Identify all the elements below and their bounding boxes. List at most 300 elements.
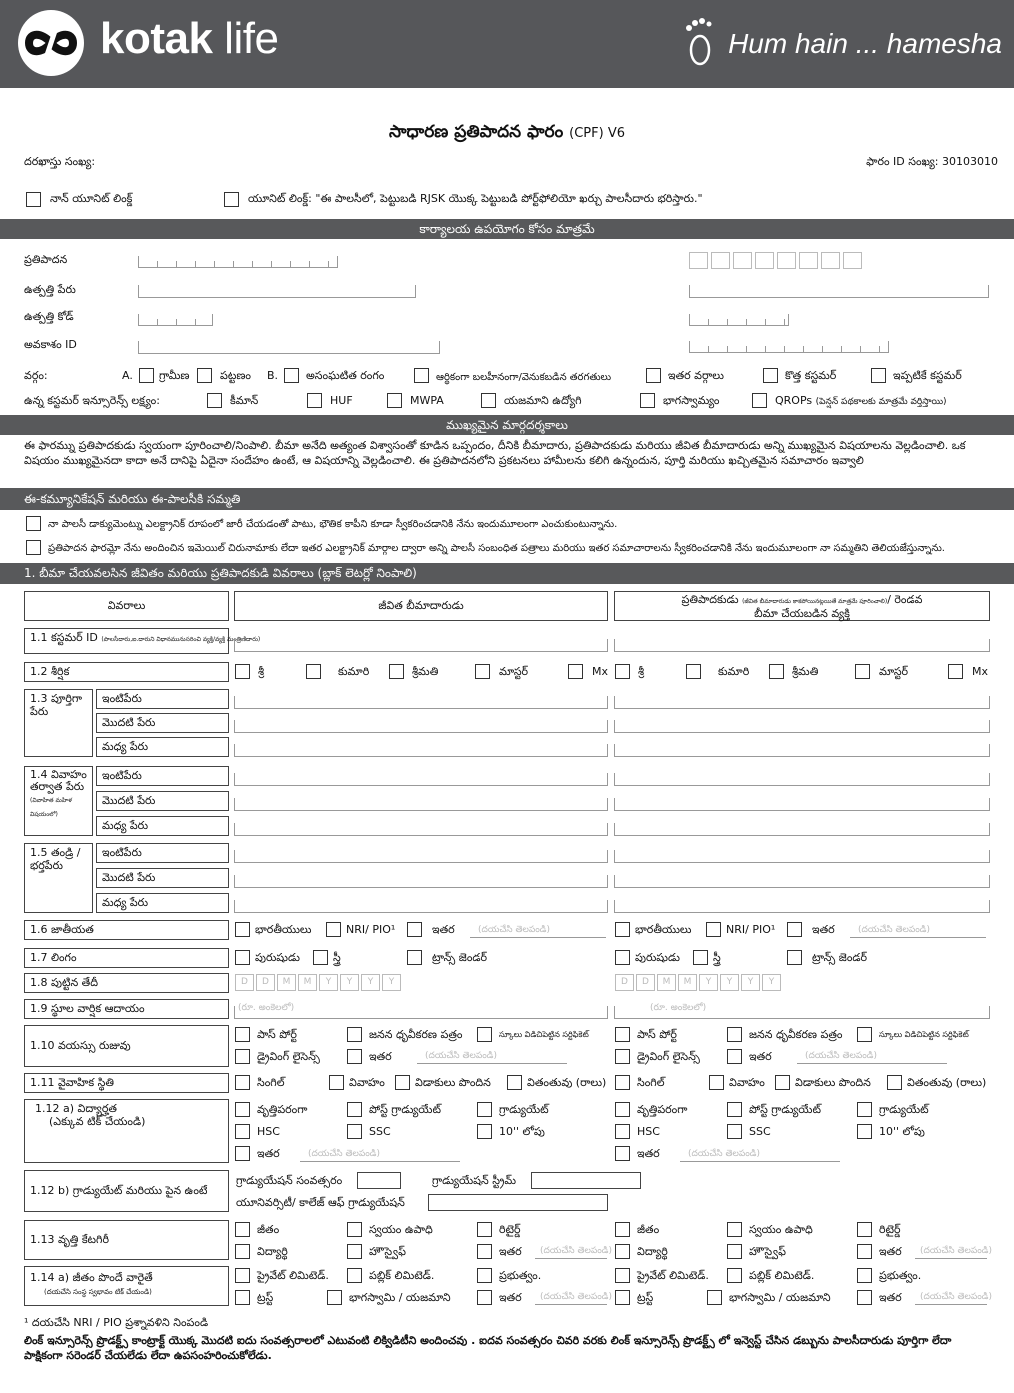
below10-label-la: 10'' లోపు — [499, 1125, 545, 1138]
occ-other-label-pr: ఇతర — [879, 1245, 902, 1258]
new-customer-checkbox[interactable] — [763, 368, 778, 383]
sri-label-pr: శ్రీ — [638, 665, 645, 678]
office-code-cell[interactable] — [733, 252, 752, 269]
retired-checkbox-pr[interactable] — [857, 1222, 872, 1237]
row-title-label: 1.2 శీర్షిక — [24, 662, 229, 682]
salaried-checkbox-la[interactable] — [235, 1222, 250, 1237]
pvt-ltd-checkbox-pr[interactable] — [615, 1268, 630, 1283]
school-leaving-checkbox-pr[interactable] — [857, 1027, 872, 1042]
occ-other-checkbox-la[interactable] — [477, 1244, 492, 1259]
office-code-cell[interactable] — [755, 252, 774, 269]
transgender-label-pr: ట్రాన్స్ జెండర్ — [812, 951, 868, 964]
dob-cell-la[interactable] — [382, 974, 401, 991]
father-surname-input-pr[interactable] — [614, 850, 990, 863]
govt-label-pr: ప్రభుత్వం. — [879, 1269, 922, 1282]
category-a-label: A. — [122, 369, 133, 382]
row-nationality-label: 1.6 జాతీయత — [24, 920, 229, 940]
grad-year-label: గ్రాడ్యుయేషన్ సంవత్సరం — [236, 1174, 343, 1187]
student-checkbox-la[interactable] — [235, 1244, 250, 1259]
father-first-name-input-la[interactable] — [234, 875, 608, 888]
housewife-checkbox-la[interactable] — [347, 1244, 362, 1259]
driving-license-checkbox-la[interactable] — [235, 1049, 250, 1064]
father-middle-name-label: మధ్య పేరు — [96, 893, 229, 913]
surname-input-pr[interactable] — [614, 696, 990, 709]
father-first-name-label: మొదటి పేరు — [96, 868, 229, 888]
retired-checkbox-la[interactable] — [477, 1222, 492, 1237]
new-customer-label: కొత్త కస్టమర్ — [785, 369, 837, 382]
surname-label: ఇంటిపేరు — [96, 689, 229, 709]
category-b-label: B. — [267, 369, 279, 382]
partner-prop-label-pr: భాగస్వామి / యజమాని — [729, 1291, 831, 1304]
edu-other-checkbox-la[interactable] — [235, 1146, 250, 1161]
ssc-checkbox-la[interactable] — [347, 1124, 362, 1139]
other-classes-label: ఇతర వర్గాలు — [668, 369, 724, 382]
row-dob-label: 1.8 పుట్టిన తేదీ — [24, 973, 229, 993]
father-surname-input-la[interactable] — [234, 850, 608, 863]
dob-cell-la[interactable] — [319, 974, 338, 991]
passport-checkbox-la[interactable] — [235, 1027, 250, 1042]
row-org-type-label: 1.14 a) జీతం పొందే వారైతే (దయచేసి సంస్థ స్వభావం టిక్ చేయండి) — [24, 1266, 229, 1306]
post-grad-checkbox-pr[interactable] — [727, 1102, 742, 1117]
nri-note: ¹ దయచేసి NRI / PIO ప్రశ్నావళిని నింపండి — [24, 1316, 209, 1329]
partnership-checkbox[interactable] — [640, 393, 655, 408]
urban-checkbox[interactable] — [197, 368, 212, 383]
opportunity-id-input-2[interactable] — [689, 341, 889, 353]
professional-label-pr: వృత్తిపరంగా — [637, 1103, 688, 1116]
transgender-checkbox-pr[interactable] — [787, 950, 802, 965]
dob-cell-pr[interactable] — [657, 974, 676, 991]
grad-stream-input[interactable] — [531, 1172, 641, 1189]
indian-checkbox-pr[interactable] — [615, 922, 630, 937]
pvt-ltd-checkbox-la[interactable] — [235, 1268, 250, 1283]
passport-label-la: పాస్ పోర్ట్ — [257, 1028, 297, 1041]
dob-cell-hint: Y — [325, 977, 332, 987]
nat-other-label-pr: ఇతర — [812, 923, 835, 936]
kumari-checkbox-pr[interactable] — [686, 664, 701, 679]
non-unit-linked-checkbox[interactable] — [26, 192, 41, 207]
employer-employee-checkbox[interactable] — [481, 393, 496, 408]
dob-cell-la[interactable] — [256, 974, 275, 991]
economic-weak-checkbox[interactable] — [414, 368, 429, 383]
category-label: వర్గం: — [24, 369, 48, 382]
single-checkbox-pr[interactable] — [615, 1075, 630, 1090]
age-other-checkbox-pr[interactable] — [727, 1049, 742, 1064]
single-label-la: సింగిల్ — [257, 1076, 285, 1089]
col-life-assured-header: జీవిత బీమాదారుడు — [234, 591, 608, 621]
proposal-label: ప్రతిపాదన — [24, 253, 68, 266]
dob-cell-hint: D — [241, 977, 248, 987]
married-middle-name-label: మధ్య పేరు — [96, 816, 229, 836]
male-label-la: పురుషుడు — [255, 951, 300, 964]
widowed-label-pr: వితంతువు (రాలు) — [907, 1076, 987, 1089]
father-surname-label: ఇంటిపేరు — [96, 843, 229, 863]
org-other-checkbox-la[interactable] — [477, 1290, 492, 1305]
married-checkbox-la[interactable] — [329, 1075, 344, 1090]
married-middle-name-input-la[interactable] — [234, 823, 608, 836]
master-label-pr: మాస్టర్ — [879, 665, 909, 678]
insurance-purpose-label: ఉన్న కస్టమర్ ఇన్సూరెన్స్ లక్ష్యం: — [24, 394, 160, 407]
product-name-input[interactable] — [138, 285, 416, 298]
govt-checkbox-la[interactable] — [477, 1268, 492, 1283]
econsent-text: ప్రతిపాదన ఫారమ్లో నేను అందించిన ఇమెయిల్ చిరునామాకు లేదా ఇతర ఎలక్ట్రానిక్ మార్గాల ద్వారా అన్ని పాలసీ సంబంధిత పత్రాలు మరియు ఇతర సమాచారాలను స్వీకరించడానికి నేను ఇందుమూలంగా నా సమ్మతిని తెలియజేస్తున్నాను. — [48, 543, 945, 554]
indian-checkbox-la[interactable] — [235, 922, 250, 937]
existing-customer-checkbox[interactable] — [871, 368, 886, 383]
indian-label-pr: భారతీయులు — [635, 923, 692, 936]
salaried-checkbox-pr[interactable] — [615, 1222, 630, 1237]
dob-cell-hint: D — [262, 977, 269, 987]
office-code-cell[interactable] — [843, 252, 862, 269]
dob-cell-hint: Y — [367, 977, 374, 987]
pvt-ltd-label-pr: ప్రైవేట్ లిమిటెడ్. — [637, 1269, 709, 1282]
econsent-checkbox[interactable] — [26, 540, 41, 555]
ssc-label-pr: SSC — [749, 1125, 771, 1138]
grad-year-input[interactable] — [357, 1172, 401, 1189]
urban-label: పట్టణం — [220, 369, 251, 382]
row-gender-label: 1.7 లింగం — [24, 948, 229, 968]
middle-name-input-pr[interactable] — [614, 744, 990, 757]
married-surname-input-la[interactable] — [234, 773, 608, 786]
married-first-name-input-pr[interactable] — [614, 798, 990, 811]
page-header — [0, 0, 1014, 88]
dob-cell-pr[interactable] — [720, 974, 739, 991]
srimati-checkbox-pr[interactable] — [769, 664, 784, 679]
office-code-cell[interactable] — [821, 252, 840, 269]
row-graduate-label: 1.12 b) గ్రాడ్యుయేట్ మరియు పైన ఉంటే — [24, 1170, 229, 1212]
female-label-la: స్త్రీ — [333, 951, 341, 964]
married-first-name-input-la[interactable] — [234, 798, 608, 811]
kumari-checkbox-la[interactable] — [306, 664, 321, 679]
mx-checkbox-pr[interactable] — [948, 664, 963, 679]
student-checkbox-pr[interactable] — [615, 1244, 630, 1259]
school-leaving-checkbox-la[interactable] — [477, 1027, 492, 1042]
kotak-logo-icon — [12, 8, 90, 78]
married-label-la: వివాహం — [349, 1076, 385, 1089]
ulip-disclaimer: లింక్ ఇన్సూరెన్స్ ప్రొడక్ట్స్ కాంట్రాక్ట్ యొక్క మొదటి ఐదు సంవత్సరాలలో ఎటువంటి లిక్విడిటీని అందించవు . ఐదవ సంవత్సరం చివరి వరకు లింక్ ఇన్సూరెన్స్ ప్రొడక్ట్స్ లో ఇన్వెస్ట్ చేసిన డబ్బును పాలసీదారుడు పూర్తిగా లేదా పాక్షికంగా సరెండర్ చేయలేడు లేదా ఉపసంహరించుకోలేడు. — [24, 1334, 952, 1362]
srimati-label-pr: శ్రీమతి — [792, 665, 819, 678]
sri-checkbox-la[interactable] — [235, 664, 250, 679]
birth-cert-checkbox-la[interactable] — [347, 1027, 362, 1042]
nat-other-hint-pr: (దయచేసి తెలపండి) — [858, 925, 930, 935]
father-middle-name-input-pr[interactable] — [614, 900, 990, 913]
married-label-pr: వివాహం — [729, 1076, 765, 1089]
row-father-name-label: 1.5 తండ్రి /భర్తపేరు — [24, 843, 93, 913]
dob-cell-la[interactable] — [277, 974, 296, 991]
salaried-label-la: జీతం — [257, 1223, 280, 1236]
post-grad-label-pr: పోస్ట్ గ్రాడ్యుయేట్ — [749, 1103, 821, 1116]
professional-checkbox-la[interactable] — [235, 1102, 250, 1117]
hsc-checkbox-la[interactable] — [235, 1124, 250, 1139]
married-surname-input-pr[interactable] — [614, 773, 990, 786]
passport-checkbox-pr[interactable] — [615, 1027, 630, 1042]
student-label-la: విద్యార్థి — [257, 1245, 288, 1258]
nri-checkbox-pr[interactable] — [706, 922, 721, 937]
nri-checkbox-la[interactable] — [326, 922, 341, 937]
nri-label-pr: NRI/ PIO¹ — [726, 923, 776, 936]
female-label-pr: స్త్రీ — [713, 951, 721, 964]
female-checkbox-pr[interactable] — [693, 950, 708, 965]
org-other-hint-pr: (దయచేసి తెలపండి) — [920, 1292, 992, 1302]
product-name-input-2[interactable] — [689, 285, 989, 298]
brand-name: kotak life — [100, 14, 279, 63]
srimati-checkbox-la[interactable] — [389, 664, 404, 679]
huf-label: HUF — [330, 394, 353, 407]
row-income-label: 1.9 స్థూల వార్షిక ఆదాయం — [24, 999, 229, 1019]
housewife-label-pr: హౌస్వైఫ్ — [749, 1245, 786, 1258]
proposal-input[interactable] — [138, 256, 338, 268]
nat-other-hint-la: (దయచేసి తెలపండి) — [478, 925, 550, 935]
qrops-label: QROPs (పెన్షన్ పథకాలకు మాత్రమే వర్తిస్తాయి) — [775, 394, 947, 407]
dob-cell-hint: D — [642, 977, 649, 987]
hsc-checkbox-pr[interactable] — [615, 1124, 630, 1139]
age-other-label-pr: ఇతర — [749, 1050, 772, 1063]
self-employed-label-la: స్వయం ఉపాధి — [369, 1223, 433, 1236]
first-name-input-pr[interactable] — [614, 720, 990, 733]
transgender-label-la: ట్రాన్స్ జెండర్ — [432, 951, 488, 964]
post-grad-label-la: పోస్ట్ గ్రాడ్యుయేట్ — [369, 1103, 441, 1116]
age-other-hint-la: (దయచేసి తెలపండి) — [425, 1051, 497, 1061]
dob-cell-hint: Y — [346, 977, 353, 987]
occ-other-label-la: ఇతర — [499, 1245, 522, 1258]
row-occupation-label: 1.13 వృత్తి కేటగిరీ — [24, 1220, 229, 1260]
professional-label-la: వృత్తిపరంగా — [257, 1103, 308, 1116]
edu-other-label-la: ఇతర — [257, 1147, 280, 1160]
sri-checkbox-pr[interactable] — [615, 664, 630, 679]
qrops-checkbox[interactable] — [752, 393, 767, 408]
trust-checkbox-la[interactable] — [235, 1290, 250, 1305]
married-surname-label: ఇంటిపేరు — [96, 766, 229, 786]
birth-cert-label-pr: జనన ధృవీకరణ పత్రం — [749, 1028, 843, 1041]
dob-cell-la[interactable] — [298, 974, 317, 991]
trust-checkbox-pr[interactable] — [615, 1290, 630, 1305]
master-checkbox-la[interactable] — [475, 664, 490, 679]
office-code-cell[interactable] — [777, 252, 796, 269]
dob-cell-hint: Y — [388, 977, 395, 987]
housewife-label-la: హౌస్వైఫ్ — [369, 1245, 406, 1258]
pvt-ltd-label-la: ప్రైవేట్ లిమిటెడ్. — [257, 1269, 329, 1282]
partner-prop-checkbox-pr[interactable] — [707, 1290, 722, 1305]
divorced-label-la: విడాకులు పొందిన — [415, 1076, 491, 1089]
student-label-pr: విద్యార్థి — [637, 1245, 668, 1258]
product-code-input-2[interactable] — [689, 314, 789, 326]
ssc-checkbox-pr[interactable] — [727, 1124, 742, 1139]
middle-name-input-la[interactable] — [234, 744, 608, 757]
office-code-cell[interactable] — [711, 252, 730, 269]
nat-other-checkbox-la[interactable] — [407, 922, 422, 937]
application-number-label: దరఖాస్తు సంఖ్య: — [24, 155, 96, 168]
female-checkbox-la[interactable] — [313, 950, 328, 965]
single-checkbox-la[interactable] — [235, 1075, 250, 1090]
edu-other-checkbox-pr[interactable] — [615, 1146, 630, 1161]
grad-stream-label: గ్రాడ్యుయేషన్ స్ట్రీమ్ — [432, 1174, 517, 1187]
row-education-label: 1.12 a) విద్యార్హత (ఎక్కువ టిక్ చేయండి) — [24, 1099, 229, 1163]
partner-prop-checkbox-la[interactable] — [327, 1290, 342, 1305]
graduate-label-la: గ్రాడ్యుయేట్ — [499, 1103, 549, 1116]
edu-other-label-pr: ఇతర — [637, 1147, 660, 1160]
col-details-header: వివరాలు — [24, 591, 229, 621]
divorced-checkbox-pr[interactable] — [775, 1075, 790, 1090]
opportunity-id-label: అవకాశం ID — [24, 338, 77, 351]
mx-checkbox-la[interactable] — [568, 664, 583, 679]
driving-license-checkbox-pr[interactable] — [615, 1049, 630, 1064]
age-other-hint-pr: (దయచేసి తెలపండి) — [805, 1051, 877, 1061]
male-checkbox-pr[interactable] — [615, 950, 630, 965]
divorced-checkbox-la[interactable] — [395, 1075, 410, 1090]
hsc-label-la: HSC — [257, 1125, 280, 1138]
below10-checkbox-pr[interactable] — [857, 1124, 872, 1139]
public-ltd-label-pr: పబ్లిక్ లిమిటెడ్. — [749, 1269, 815, 1282]
kumari-label-pr: కుమారి — [718, 665, 750, 678]
economic-weak-label: ఆర్థికంగా బలహీనంగా/వెనుకబడిన తరగతులు — [436, 372, 612, 383]
widowed-label-la: వితంతువు (రాలు) — [527, 1076, 607, 1089]
dob-cell-hint: Y — [747, 977, 754, 987]
guidelines-bar: ముఖ్యమైన మార్గదర్శకాలు — [0, 415, 1014, 435]
opportunity-id-input[interactable] — [138, 341, 440, 354]
retired-label-la: రిటైర్డ్ — [499, 1223, 521, 1236]
existing-customer-label: ఇప్పటికే కస్టమర్ — [893, 369, 962, 382]
graduate-checkbox-la[interactable] — [477, 1102, 492, 1117]
passport-label-pr: పాస్ పోర్ట్ — [637, 1028, 677, 1041]
first-name-input-la[interactable] — [234, 720, 608, 733]
first-name-label: మొదటి పేరు — [96, 713, 229, 733]
graduate-label-pr: గ్రాడ్యుయేట్ — [879, 1103, 929, 1116]
married-middle-name-input-pr[interactable] — [614, 823, 990, 836]
housewife-checkbox-pr[interactable] — [727, 1244, 742, 1259]
product-code-input[interactable] — [138, 314, 213, 326]
occ-other-hint-pr: (దయచేసి తెలపండి) — [920, 1246, 992, 1256]
row-marital-label: 1.11 వైవాహిక స్థితి — [24, 1073, 229, 1093]
row-age-proof-label: 1.10 వయస్సు రుజువు — [24, 1025, 229, 1067]
ecomm-bar: ఈ-కమ్యూనికేషన్ మరియు ఈ-పాలసీకి సమ్మతి — [0, 488, 1014, 510]
mwpa-label: MWPA — [410, 394, 444, 407]
rural-label: గ్రామీణ — [159, 369, 190, 382]
income-hint-la: (రూ. అంకెలలో) — [238, 1003, 295, 1013]
row-full-name-label: 1.3 పూర్తిగా పేరు — [24, 689, 93, 757]
non-unit-linked-label: నాన్ యూనిట్ లింక్డ్ — [50, 192, 133, 205]
age-other-label-la: ఇతర — [369, 1050, 392, 1063]
dob-cell-hint: M — [303, 977, 312, 987]
indian-label-la: భారతీయులు — [255, 923, 312, 936]
dob-cell-pr[interactable] — [741, 974, 760, 991]
org-other-label-la: ఇతర — [499, 1291, 522, 1304]
mx-label-la: Mx — [592, 665, 609, 678]
kumari-label-la: కుమారి — [338, 665, 370, 678]
physical-copy-checkbox[interactable] — [26, 516, 41, 531]
dob-cell-la[interactable] — [235, 974, 254, 991]
dob-cell-hint: Y — [705, 977, 712, 987]
salaried-label-pr: జీతం — [637, 1223, 660, 1236]
retired-label-pr: రిటైర్డ్ — [879, 1223, 901, 1236]
master-checkbox-pr[interactable] — [855, 664, 870, 679]
keyman-checkbox[interactable] — [207, 393, 222, 408]
dob-cell-pr[interactable] — [636, 974, 655, 991]
partnership-label: భాగస్వామ్యం — [663, 394, 720, 407]
mwpa-checkbox[interactable] — [387, 393, 402, 408]
sri-label-la: శ్రీ — [258, 665, 265, 678]
unorganized-checkbox[interactable] — [284, 368, 299, 383]
srimati-label-la: శ్రీమతి — [412, 665, 439, 678]
married-first-name-label: మొదటి పేరు — [96, 791, 229, 811]
occ-other-hint-la: (దయచేసి తెలపండి) — [540, 1246, 612, 1256]
dob-cell-la[interactable] — [361, 974, 380, 991]
nat-other-checkbox-pr[interactable] — [787, 922, 802, 937]
below10-label-pr: 10'' లోపు — [879, 1125, 925, 1138]
dob-cell-pr[interactable] — [699, 974, 718, 991]
transgender-checkbox-la[interactable] — [407, 950, 422, 965]
huf-checkbox[interactable] — [307, 393, 322, 408]
professional-checkbox-pr[interactable] — [615, 1102, 630, 1117]
dob-cell-hint: M — [683, 977, 692, 987]
age-other-checkbox-la[interactable] — [347, 1049, 362, 1064]
unit-linked-checkbox[interactable] — [224, 192, 239, 207]
rural-checkbox[interactable] — [139, 368, 154, 383]
office-code-cell[interactable] — [689, 252, 708, 269]
dob-cell-pr[interactable] — [762, 974, 781, 991]
grad-university-label: యూనివర్సిటీ/ కాలేజ్ ఆఫ్ గ్రాడ్యుయేషన్ — [236, 1196, 405, 1209]
birth-cert-label-la: జనన ధృవీకరణ పత్రం — [369, 1028, 463, 1041]
self-employed-label-pr: స్వయం ఉపాధి — [749, 1223, 813, 1236]
dob-cell-hint: M — [282, 977, 291, 987]
partner-prop-label-la: భాగస్వామి / యజమాని — [349, 1291, 451, 1304]
other-classes-checkbox[interactable] — [646, 368, 661, 383]
birth-cert-checkbox-pr[interactable] — [727, 1027, 742, 1042]
widowed-checkbox-pr[interactable] — [887, 1075, 902, 1090]
single-label-pr: సింగిల్ — [637, 1076, 665, 1089]
public-ltd-checkbox-la[interactable] — [347, 1268, 362, 1283]
office-use-bar: కార్యాలయ ఉపయోగం కోసం మాత్రమే — [0, 219, 1014, 239]
married-checkbox-pr[interactable] — [709, 1075, 724, 1090]
driving-license-label-la: డ్రైవింగ్ లైసెన్స్ — [257, 1050, 320, 1063]
dob-cell-hint: M — [662, 977, 671, 987]
org-other-label-pr: ఇతర — [879, 1291, 902, 1304]
org-other-checkbox-pr[interactable] — [857, 1290, 872, 1305]
edu-other-hint-la: (దయచేసి తెలపండి) — [308, 1149, 380, 1159]
keyman-label: కీమాన్ — [230, 394, 259, 407]
edu-other-hint-pr: (దయచేసి తెలపండి) — [688, 1149, 760, 1159]
dob-cell-la[interactable] — [340, 974, 359, 991]
dob-cell-hint: D — [621, 977, 628, 987]
surname-input-la[interactable] — [234, 696, 608, 709]
self-employed-checkbox-la[interactable] — [347, 1222, 362, 1237]
ssc-label-la: SSC — [369, 1125, 391, 1138]
govt-checkbox-pr[interactable] — [857, 1268, 872, 1283]
dob-cell-pr[interactable] — [678, 974, 697, 991]
graduate-checkbox-pr[interactable] — [857, 1102, 872, 1117]
tagline: Hum hain ... hamesha — [728, 28, 1002, 59]
trust-label-la: ట్రస్ట్ — [257, 1291, 274, 1304]
grad-university-input[interactable] — [428, 1194, 608, 1211]
dob-cell-pr[interactable] — [615, 974, 634, 991]
middle-name-label: మధ్య పేరు — [96, 737, 229, 757]
product-name-label: ఉత్పత్తి పేరు — [24, 283, 76, 296]
widowed-checkbox-la[interactable] — [507, 1075, 522, 1090]
employer-employee-label: యజమాని ఉద్యోగి — [504, 394, 582, 407]
below10-checkbox-la[interactable] — [477, 1124, 492, 1139]
father-first-name-input-pr[interactable] — [614, 875, 990, 888]
occ-other-checkbox-pr[interactable] — [857, 1244, 872, 1259]
physical-copy-text: నా పాలసీ డాక్యుమెంట్ను ఎలక్ట్రానిక్ రూపంలో జారీ చేయడంతో పాటు, భౌతిక కాపీని కూడా స్వీకరించడానికి నేను ఇందుమూలంగా ఎంచుకుంటున్నాను. — [48, 519, 618, 530]
govt-label-la: ప్రభుత్వం. — [499, 1269, 542, 1282]
master-label-la: మాస్టర్ — [499, 665, 529, 678]
male-checkbox-la[interactable] — [235, 950, 250, 965]
father-middle-name-input-la[interactable] — [234, 900, 608, 913]
public-ltd-checkbox-pr[interactable] — [727, 1268, 742, 1283]
self-employed-checkbox-pr[interactable] — [727, 1222, 742, 1237]
customer-id-input-la[interactable] — [234, 639, 608, 652]
customer-id-input-pr[interactable] — [614, 639, 990, 652]
post-grad-checkbox-la[interactable] — [347, 1102, 362, 1117]
office-code-cell[interactable] — [799, 252, 818, 269]
nri-label-la: NRI/ PIO¹ — [346, 923, 396, 936]
